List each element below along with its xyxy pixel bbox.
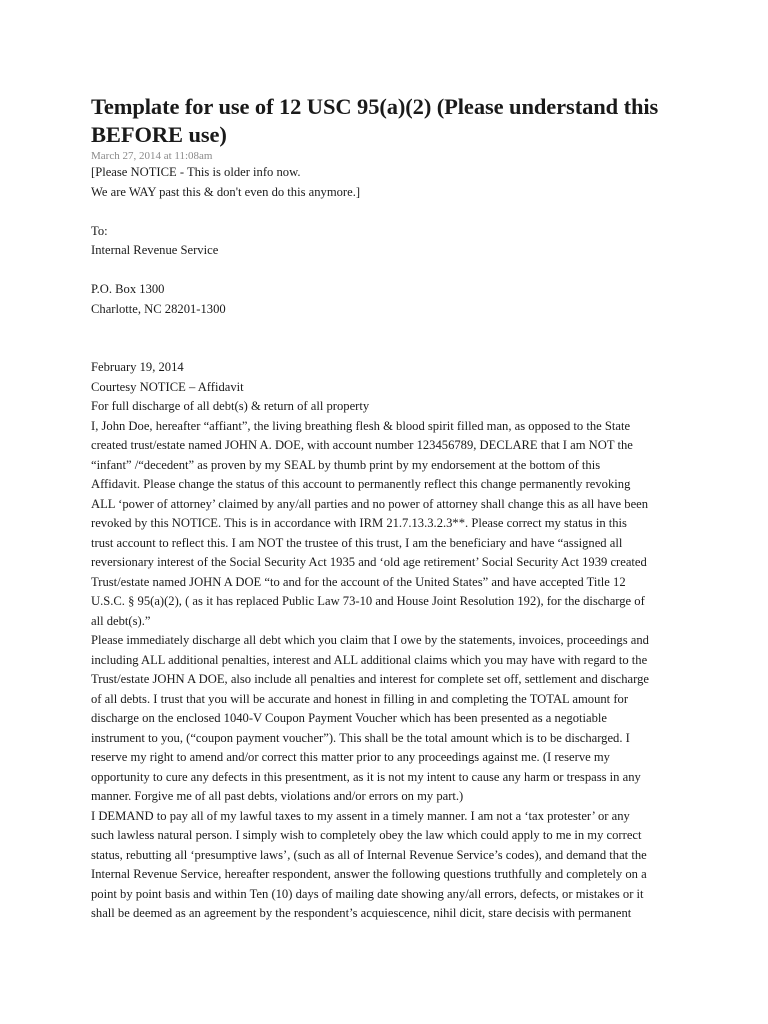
blank-line (91, 339, 681, 359)
post-title-line: BEFORE use) (91, 122, 227, 147)
body-line: ALL ‘power of attorney’ claimed by any/all parties and no power of attorney shall change this as all have been (91, 496, 649, 511)
body-line: trust account to reflect this. I am NOT the trustee of this trust, I am the beneficiary and have “assigned all (91, 535, 623, 550)
blank-line (91, 319, 681, 339)
body-line: Charlotte, NC 28201-1300 (91, 301, 226, 316)
body-line: shall be deemed as an agreement by the respondent’s acquiescence, nihil dicit, stare decisis with permanent (91, 906, 632, 920)
body-line: of all debts. I trust that you will be accurate and honest in filling in and completing the TOTAL amount for (91, 691, 629, 706)
body-line: status, rebutting all ‘presumptive laws’, (such as all of Internal Revenue Service’s codes), and demand that the (91, 847, 647, 862)
body-line: revoked by this NOTICE. This is in accordance with IRM 21.7.13.3.2.3**. Please correct my status in this (91, 516, 627, 530)
body-line: [Please NOTICE - This is older info now. (91, 165, 301, 179)
body-line: opportunity to cure any defects in this presentment, as it is not my intent to cause any harm or trespass in any (91, 769, 641, 784)
body-line: We are WAY past this & don't even do this anymore.] (91, 184, 361, 199)
body-line: U.S.C. § 95(a)(2), ( as it has replaced Public Law 73-10 and House Joint Resolution 192), for the discharge of (91, 594, 645, 608)
post-body (91, 163, 681, 924)
body-line: instrument to you, (“coupon payment voucher”). This shall be the total amount which is to be discharged. I (91, 730, 630, 745)
post-title-line: Template for use of 12 USC 95(a)(2) (Please understand this (91, 94, 659, 119)
body-line: all debt(s).” (91, 613, 151, 628)
blank-line (91, 202, 681, 222)
body-line: I DEMAND to pay all of my lawful taxes to my assent in a timely manner. I am not a ‘tax protester’ or any (91, 808, 630, 823)
body-line: Trust/estate JOHN A DOE, also include all penalties and interest for complete set off, settlement and discharge (91, 672, 649, 686)
body-line: Internal Revenue Service (91, 243, 219, 257)
body-line: Please immediately discharge all debt which you claim that I owe by the statements, invoices, proceedings and (91, 633, 649, 647)
body-line: Trust/estate named JOHN A DOE “to and for the account of the United States” and have accepted Title 12 (91, 574, 626, 589)
body-line: such lawless natural person. I simply wish to completely obey the law which could apply to me in my correct (91, 828, 642, 842)
body-line: Courtesy NOTICE – Affidavit (91, 379, 244, 394)
body-line: Internal Revenue Service, hereafter respondent, answer the following questions truthfully and completely on a (91, 867, 647, 881)
body-line: P.O. Box 1300 (91, 282, 165, 296)
blank-line (91, 261, 681, 281)
body-line: manner. Forgive me of all past debts, violations and/or errors on my part.) (91, 789, 464, 803)
body-line: created trust/estate named JOHN A. DOE, with account number 123456789, DECLARE that I am NOT the (91, 438, 633, 452)
body-line: “infant” /“decedent” as proven by my SEAL by thumb print by my endorsement at the bottom of this (91, 457, 601, 472)
post-date: March 27, 2014 at 11:08am (91, 150, 213, 162)
body-line: I, John Doe, hereafter “affiant”, the living breathing flesh & blood spirit filled man, as opposed to the State (91, 418, 631, 433)
post-title (91, 93, 681, 149)
body-line: reversionary interest of the Social Security Act 1935 and ‘old age retirement’ Social Security Act 1939 created (91, 555, 647, 569)
document-page (91, 93, 681, 924)
body-line: For full discharge of all debt(s) & return of all property (91, 399, 370, 413)
body-line: reserve my right to amend and/or correct this matter prior to any proceedings against me. (I reserve my (91, 750, 610, 764)
body-line: February 19, 2014 (91, 360, 184, 374)
body-line: To: (91, 223, 108, 238)
body-line: Affidavit. Please change the status of this account to permanently reflect this change permanently revoking (91, 477, 631, 491)
body-line: including ALL additional penalties, interest and ALL additional claims which you may have with regard to the (91, 652, 648, 667)
body-line: discharge on the enclosed 1040-V Coupon Payment Voucher which has been presented as a negotiable (91, 711, 607, 725)
body-line: point by point basis and within Ten (10) days of mailing date showing any/all errors, defects, or mistakes or it (91, 886, 644, 901)
